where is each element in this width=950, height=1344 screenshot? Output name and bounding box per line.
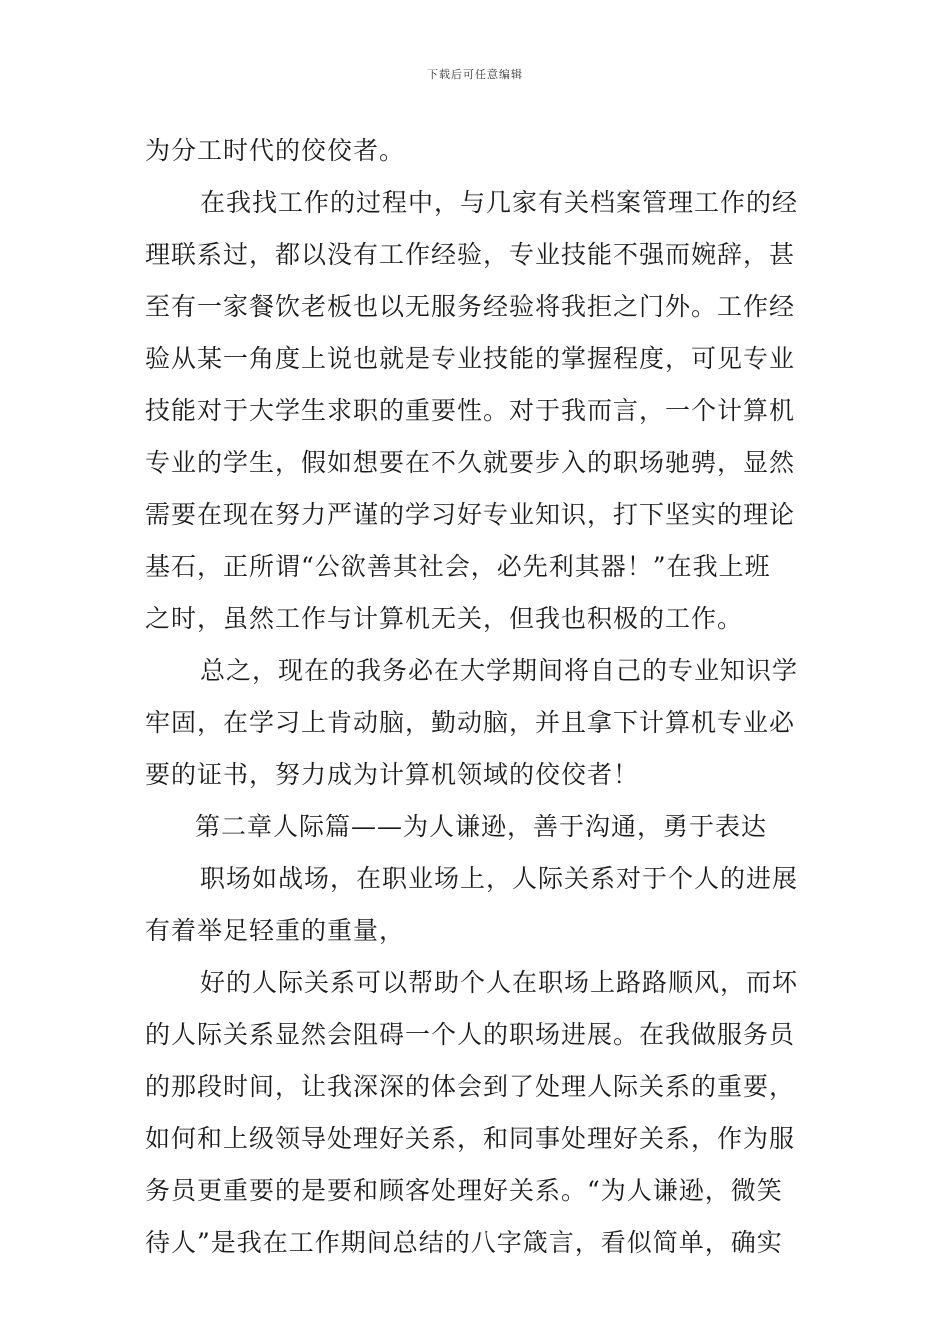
text-line: 有着举足轻重的重量， [145, 916, 406, 945]
text-line: 之时，虽然工作与计算机无关，但我也积极的工作。 [145, 604, 744, 633]
text-line: 为分工时代的佼佼者。 [145, 136, 406, 165]
text-line: 需要在现在努力严谨的学习好专业知识，打下坚实的理论 [145, 500, 796, 529]
text-line: 待人”是我在工作期间总结的八字箴言，看似简单，确实 [145, 1228, 783, 1257]
text-line: 技能对于大学生求职的重要性。对于我而言，一个计算机 [145, 396, 796, 425]
chapter-heading: 第二章人际篇——为人谦逊，善于沟通，勇于表达 [195, 812, 768, 841]
text-line: 专业的学生，假如想要在不久就要步入的职场驰骋，显然 [145, 448, 796, 477]
text-line: 要的证书，努力成为计算机领域的佼佼者！ [145, 760, 640, 789]
text-line: 理联系过，都以没有工作经验，专业技能不强而婉辞，甚 [145, 240, 796, 269]
paragraph-start-line: 总之，现在的我务必在大学期间将自己的专业知识学 [200, 656, 799, 685]
text-line: 的那段时间，让我深深的体会到了处理人际关系的重要， [145, 1072, 796, 1101]
text-line: 务员更重要的是要和顾客处理好关系。“为人谦逊，微笑 [145, 1176, 783, 1205]
text-line: 验从某一角度上说也就是专业技能的掌握程度，可见专业 [145, 344, 796, 373]
paragraph-start-line: 好的人际关系可以帮助个人在职场上路路顺风，而坏 [200, 968, 799, 997]
text-line: 基石，正所谓“公欲善其社会，必先利其器！”在我上班 [145, 552, 771, 581]
paragraph-start-line: 职场如战场，在职业场上，人际关系对于个人的进展 [200, 864, 799, 893]
text-line: 至有一家餐饮老板也以无服务经验将我拒之门外。工作经 [145, 292, 796, 321]
page-header: 下载后可任意编辑 [427, 68, 523, 81]
paragraph-start-line: 在我找工作的过程中，与几家有关档案管理工作的经 [200, 188, 799, 217]
text-line: 如何和上级领导处理好关系，和同事处理好关系，作为服 [145, 1124, 796, 1153]
document-body [145, 128, 810, 1272]
text-line: 的人际关系显然会阻碍一个人的职场进展。在我做服务员 [145, 1020, 796, 1049]
text-line: 牢固，在学习上肯动脑，勤动脑，并且拿下计算机专业必 [145, 708, 796, 737]
